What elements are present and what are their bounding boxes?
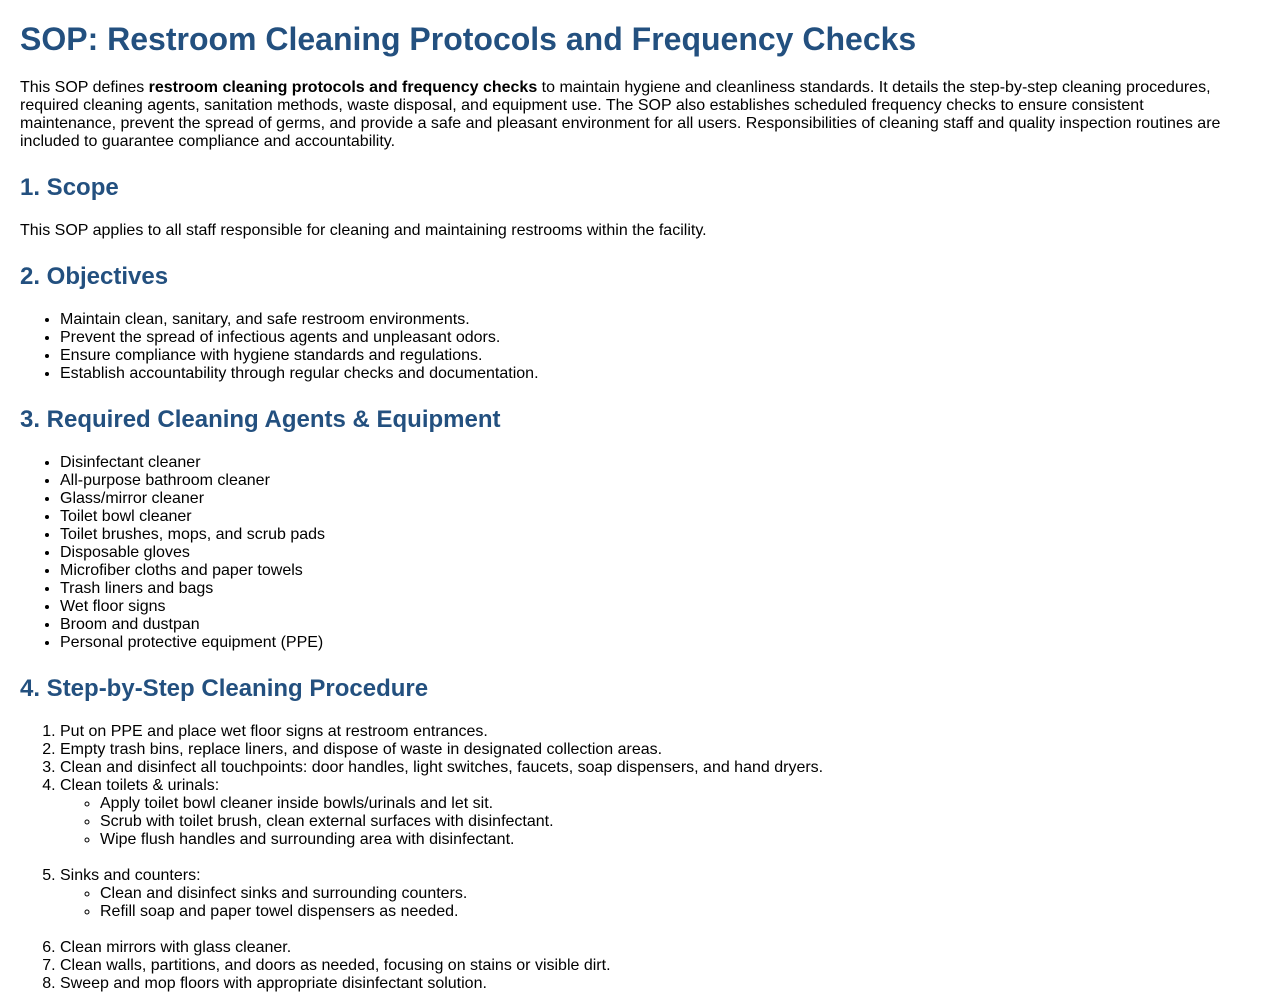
agents-list: [20, 454, 1243, 652]
step-text: Clean mirrors with glass cleaner.: [60, 939, 292, 956]
agent-item: • Microfiber cloths and paper towels: [60, 562, 1243, 580]
objectives-list: [20, 311, 1243, 383]
sop-document: [0, 21, 1263, 993]
step-text: Clean and disinfect all touchpoints: door handles, light switches, faucets, soap dispensers, and hand dryers.: [60, 759, 824, 776]
procedure-steps: [20, 723, 1243, 993]
procedure-step: [60, 777, 1243, 849]
agent-item: • Toilet brushes, mops, and scrub pads: [60, 526, 1243, 544]
page-title: SOP: Restroom Cleaning Protocols and Frequency Checks: [20, 21, 917, 57]
agent-item: • Wet floor signs: [60, 598, 1243, 616]
procedure-step: [60, 723, 1243, 741]
agent-item: • Personal protective equipment (PPE): [60, 634, 1243, 652]
step-text: Empty trash bins, replace liners, and dispose of waste in designated collection areas.: [60, 741, 663, 758]
procedure-step: [60, 741, 1243, 759]
agent-item: • Disposable gloves: [60, 544, 1243, 562]
substep-item: ◦ Scrub with toilet brush, clean external surfaces with disinfectant.: [100, 813, 1243, 831]
objectives-heading: 2. Objectives: [20, 263, 169, 290]
procedure-step: [60, 939, 1243, 957]
objective-item: • Maintain clean, sanitary, and safe restroom environments.: [60, 311, 1243, 329]
procedure-heading: 4. Step-by-Step Cleaning Procedure: [20, 675, 429, 702]
procedure-step: [60, 759, 1243, 777]
agent-item: • All-purpose bathroom cleaner: [60, 472, 1243, 490]
step-text: Put on PPE and place wet floor signs at restroom entrances.: [60, 723, 488, 740]
intro-text-end: to maintain hygiene and cleanliness standards. It details the step-by-step cleaning procedures, required cleaning agents, sanitation methods, waste disposal, and equipment use. The SOP also establishes scheduled frequency checks to ensure consistent maintenance, prevent the spread of germs, and provide a safe and pleasant environment for all users. Responsibilities of cleaning staff and quality inspection routines are included to guarantee compliance and accountability.: [20, 79, 1221, 150]
sink-substeps: [60, 885, 1243, 921]
procedure-step: [60, 867, 1243, 921]
agent-item: • Broom and dustpan: [60, 616, 1243, 634]
scope-text: This SOP applies to all staff responsible for cleaning and maintaining restrooms within the facility.: [20, 222, 707, 239]
step-text: Clean walls, partitions, and doors as needed, focusing on stains or visible dirt.: [60, 957, 611, 974]
agent-item: • Trash liners and bags: [60, 580, 1243, 598]
substep-item: ◦ Wipe flush handles and surrounding area with disinfectant.: [100, 831, 1243, 849]
objective-item: • Ensure compliance with hygiene standards and regulations.: [60, 347, 1243, 365]
toilet-substeps: [60, 795, 1243, 849]
substep-item: ◦ Clean and disinfect sinks and surrounding counters.: [100, 885, 1243, 903]
agent-item: • Disinfectant cleaner: [60, 454, 1243, 472]
objective-item: • Prevent the spread of infectious agents and unpleasant odors.: [60, 329, 1243, 347]
objective-item: • Establish accountability through regular checks and documentation.: [60, 365, 1243, 383]
agents-heading: 3. Required Cleaning Agents & Equipment: [20, 406, 501, 433]
intro-paragraph: [20, 79, 1243, 151]
scope-heading: 1. Scope: [20, 174, 119, 201]
intro-emphasis: restroom cleaning protocols and frequency checks: [148, 79, 538, 96]
step-text: Sinks and counters:: [60, 867, 201, 884]
step-text: Sweep and mop floors with appropriate disinfectant solution.: [60, 975, 487, 992]
intro-text-start: This SOP defines: [20, 79, 149, 96]
step-text: Clean toilets & urinals:: [60, 777, 220, 794]
substep-item: ◦ Refill soap and paper towel dispensers as needed.: [100, 903, 1243, 921]
procedure-step: [60, 957, 1243, 975]
substep-item: ◦ Apply toilet bowl cleaner inside bowls/urinals and let sit.: [100, 795, 1243, 813]
agent-item: • Toilet bowl cleaner: [60, 508, 1243, 526]
procedure-step: [60, 975, 1243, 993]
agent-item: • Glass/mirror cleaner: [60, 490, 1243, 508]
